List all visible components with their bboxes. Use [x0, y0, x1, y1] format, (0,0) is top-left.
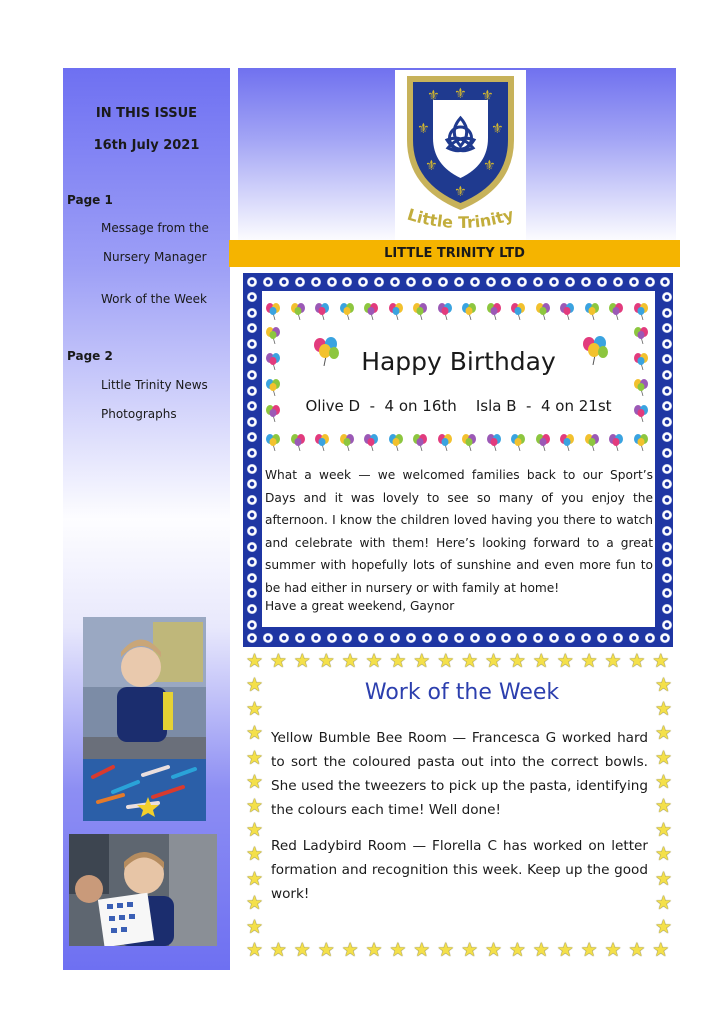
flower-icon	[247, 277, 257, 287]
flower-icon	[662, 417, 672, 427]
flower-icon	[247, 292, 257, 302]
flower-icon	[422, 633, 432, 643]
star-icon: ★	[246, 698, 264, 721]
svg-text:⚜: ⚜	[481, 88, 494, 104]
photo-child-pasta	[83, 617, 206, 821]
balloon-icon	[387, 302, 405, 320]
star-icon: ★	[655, 722, 673, 745]
work-entry: Red Ladybird Room — Florella C has worked on letter formation and recognition this week. Keep up the good work!	[271, 838, 648, 902]
balloon-icon	[313, 302, 331, 320]
flower-icon	[597, 633, 607, 643]
star-icon: ★	[461, 939, 479, 961]
star-icon: ★	[341, 939, 359, 961]
flower-icon	[662, 308, 672, 318]
star-icon: ★	[246, 746, 264, 769]
balloon-icon	[632, 433, 650, 451]
flower-icon	[422, 277, 432, 287]
star-icon: ★	[655, 698, 673, 721]
flower-icon	[247, 542, 257, 552]
flower-icon	[263, 633, 273, 643]
star-icon: ★	[556, 939, 574, 961]
balloon-icon	[338, 433, 356, 451]
flower-icon	[662, 339, 672, 349]
flower-icon	[645, 277, 655, 287]
flower-icon	[295, 277, 305, 287]
toc-item: Little Trinity News	[101, 378, 208, 392]
flower-icon	[486, 633, 496, 643]
flower-icon	[470, 633, 480, 643]
star-icon: ★	[604, 939, 622, 961]
logo	[395, 70, 526, 240]
balloon-icon	[264, 302, 282, 320]
flower-icon	[454, 633, 464, 643]
flower-icon	[662, 448, 672, 458]
balloon-icon	[485, 302, 503, 320]
flower-icon	[247, 526, 257, 536]
manager-message: What a week — we welcomed families back to our Sport’s Days and it was lovely to see so many of you enjoy the afternoon. I know the children loved having you there to watch and celebrate with them! Here’s looking forward to a great summer with hopefully lots of sunshine and even more fun to be had either in nursery or with family at home!	[265, 468, 653, 595]
star-icon: ★	[246, 674, 264, 696]
flower-icon	[406, 277, 416, 287]
flower-icon	[263, 277, 273, 287]
flower-icon	[662, 620, 672, 630]
flower-icon	[438, 277, 448, 287]
banner-title: LITTLE TRINITY LTD	[229, 240, 680, 267]
toc-item: Nursery Manager	[103, 250, 207, 264]
balloon-icon	[632, 302, 650, 320]
birthday-names: Olive D - 4 on 16th Isla B - 4 on 21st	[305, 397, 612, 415]
flower-icon	[247, 573, 257, 583]
balloon-icon	[632, 378, 650, 396]
flower-icon	[662, 292, 672, 302]
balloon-icon	[583, 433, 601, 451]
balloon-icon	[460, 302, 478, 320]
flower-icon	[645, 633, 655, 643]
star-icon: ★	[437, 939, 455, 961]
star-icon: ★	[293, 939, 311, 961]
star-icon: ★	[655, 867, 673, 890]
balloon-icon	[411, 302, 429, 320]
balloon-icon	[509, 302, 527, 320]
flower-icon	[438, 633, 448, 643]
flower-icon	[247, 604, 257, 614]
star-icon: ★	[580, 650, 598, 672]
flower-icon	[662, 386, 672, 396]
flower-icon	[613, 633, 623, 643]
flower-icon	[311, 277, 321, 287]
star-icon: ★	[365, 650, 383, 672]
flower-icon	[247, 633, 257, 643]
star-icon: ★	[652, 939, 670, 961]
star-icon: ★	[532, 939, 550, 961]
balloon-icon	[460, 433, 478, 451]
star-icon: ★	[655, 674, 673, 696]
flower-icon	[247, 464, 257, 474]
star-icon: ★	[246, 795, 264, 817]
flower-icon	[311, 633, 321, 643]
page-2-label: Page 2	[67, 349, 113, 363]
flower-icon	[613, 277, 623, 287]
balloon-icon	[436, 433, 454, 451]
star-icon: ★	[580, 939, 598, 961]
issue-heading: IN THIS ISSUE	[95, 106, 198, 121]
star-icon: ★	[365, 939, 383, 961]
svg-text:⚜: ⚜	[454, 86, 467, 102]
flower-icon	[327, 633, 337, 643]
flower-icon	[597, 277, 607, 287]
balloon-icon	[558, 302, 576, 320]
flower-icon	[279, 633, 289, 643]
flower-icon	[581, 633, 591, 643]
flower-icon	[454, 277, 464, 287]
balloon-icon	[362, 302, 380, 320]
star-icon: ★	[437, 650, 455, 672]
star-icon: ★	[628, 939, 646, 961]
flower-icon	[662, 495, 672, 505]
star-icon: ★	[485, 939, 503, 961]
balloon-icon	[436, 302, 454, 320]
flower-icon	[470, 277, 480, 287]
star-icon: ★	[317, 939, 335, 961]
flower-icon	[662, 573, 672, 583]
photo-child-letters	[69, 834, 217, 946]
star-icon: ★	[317, 650, 335, 672]
star-icon: ★	[508, 650, 526, 672]
flower-icon	[247, 620, 257, 630]
logo-text: Little Trinity	[405, 204, 516, 233]
balloon-icon	[387, 433, 405, 451]
balloon-icon	[607, 433, 625, 451]
birthday-title: Happy Birthday	[361, 347, 556, 376]
star-icon: ★	[655, 891, 673, 914]
toc-item: Work of the Week	[101, 292, 207, 306]
balloon-icon	[632, 326, 650, 344]
balloon-icon	[607, 302, 625, 320]
flower-icon	[629, 277, 639, 287]
star-icon: ★	[389, 650, 407, 672]
star-icon: ★	[485, 650, 503, 672]
star-icon: ★	[556, 650, 574, 672]
svg-text:⚜: ⚜	[417, 121, 430, 137]
balloon-icon	[289, 302, 307, 320]
star-icon: ★	[628, 650, 646, 672]
manager-signoff: Have a great weekend, Gaynor	[265, 599, 455, 613]
work-of-week-title: Work of the Week	[364, 680, 560, 705]
flower-icon	[662, 542, 672, 552]
star-icon: ★	[413, 939, 431, 961]
balloon-icon	[583, 302, 601, 320]
star-icon: ★	[655, 746, 673, 769]
svg-text:⚜: ⚜	[427, 88, 440, 104]
flower-icon	[565, 277, 575, 287]
toc-item: Message from the	[101, 221, 209, 235]
flower-icon	[662, 604, 672, 614]
flower-icon	[565, 633, 575, 643]
star-icon: ★	[655, 916, 673, 938]
star-icon: ★	[389, 939, 407, 961]
star-icon: ★	[246, 867, 264, 890]
star-icon: ★	[652, 650, 670, 672]
star-icon: ★	[508, 939, 526, 961]
star-icon: ★	[655, 770, 673, 793]
star-icon: ★	[246, 819, 264, 842]
balloon-icon	[362, 433, 380, 451]
flower-icon	[662, 370, 672, 380]
flower-icon	[406, 633, 416, 643]
page-1-label: Page 1	[67, 193, 113, 207]
flower-icon	[247, 370, 257, 380]
flower-icon	[662, 464, 672, 474]
star-icon: ★	[246, 770, 264, 793]
toc-item: Photographs	[101, 407, 177, 421]
star-icon: ★	[269, 939, 287, 961]
balloon-icon	[264, 378, 282, 396]
balloon-icon	[338, 302, 356, 320]
star-icon: ★	[246, 891, 264, 914]
star-icon: ★	[532, 650, 550, 672]
star-icon: ★	[341, 650, 359, 672]
star-icon: ★	[246, 916, 264, 938]
star-icon: ★	[269, 650, 287, 672]
work-entry: Yellow Bumble Bee Room — Francesca G worked hard to sort the coloured pasta out into the correct bowls. She used the tweezers to pick up the pasta, identifying the colours each time! Well done!	[271, 730, 648, 818]
flower-icon	[581, 277, 591, 287]
balloon-icon	[264, 433, 282, 451]
flower-icon	[327, 277, 337, 287]
balloon-icon	[264, 326, 282, 344]
flower-icon	[279, 277, 289, 287]
star-icon: ★	[246, 843, 264, 866]
flower-icon	[247, 448, 257, 458]
balloon-icon	[509, 433, 527, 451]
svg-text:⚜: ⚜	[454, 184, 467, 200]
balloon-icon	[558, 433, 576, 451]
balloon-icon	[534, 302, 552, 320]
star-icon: ★	[246, 722, 264, 745]
star-icon: ★	[413, 650, 431, 672]
balloon-icon	[313, 433, 331, 451]
balloon-icon	[411, 433, 429, 451]
balloon-icon	[534, 433, 552, 451]
flower-icon	[295, 633, 305, 643]
flower-icon	[247, 495, 257, 505]
balloon-icon	[289, 433, 307, 451]
star-icon: ★	[655, 795, 673, 817]
svg-text:⚜: ⚜	[483, 158, 496, 174]
svg-text:⚜: ⚜	[425, 158, 438, 174]
flower-icon	[247, 417, 257, 427]
star-icon: ★	[293, 650, 311, 672]
flower-icon	[486, 277, 496, 287]
star-icon: ★	[655, 843, 673, 866]
star-icon: ★	[655, 819, 673, 842]
flower-icon	[247, 308, 257, 318]
star-icon: ★	[246, 939, 264, 961]
flower-icon	[629, 633, 639, 643]
flower-icon	[247, 339, 257, 349]
svg-text:⚜: ⚜	[491, 121, 504, 137]
star-icon: ★	[604, 650, 622, 672]
flower-icon	[247, 386, 257, 396]
balloon-icon	[485, 433, 503, 451]
flower-icon	[662, 526, 672, 536]
issue-date: 16th July 2021	[93, 138, 200, 153]
star-icon: ★	[246, 650, 264, 672]
star-icon: ★	[461, 650, 479, 672]
